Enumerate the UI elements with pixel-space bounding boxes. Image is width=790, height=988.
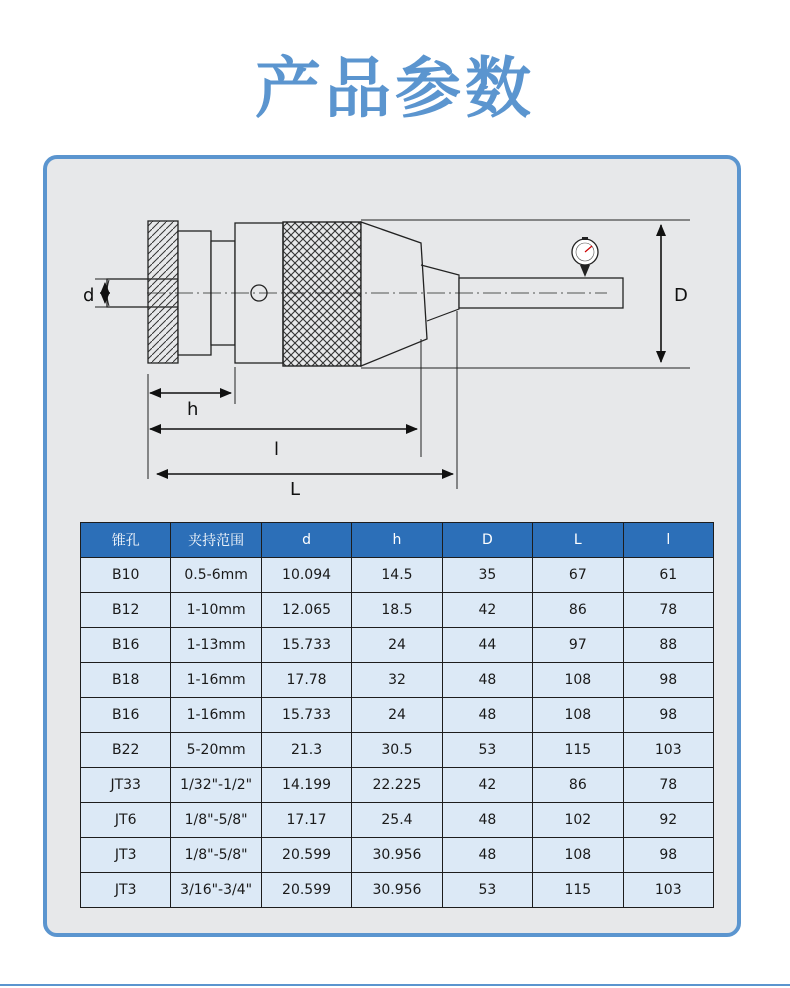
table-cell: JT33 bbox=[81, 768, 171, 803]
bottom-divider bbox=[0, 984, 790, 986]
table-cell: 21.3 bbox=[261, 733, 351, 768]
table-cell: 102 bbox=[533, 803, 623, 838]
table-header: d bbox=[261, 523, 351, 558]
table-cell: 48 bbox=[442, 838, 532, 873]
dim-label-D: D bbox=[674, 285, 688, 306]
dim-label-h: h bbox=[187, 399, 199, 420]
back-flange bbox=[148, 221, 178, 363]
table-header: l bbox=[623, 523, 713, 558]
table-cell: 115 bbox=[533, 873, 623, 908]
table-row bbox=[81, 768, 714, 803]
table-row bbox=[81, 663, 714, 698]
table-cell: 22.225 bbox=[352, 768, 442, 803]
table-cell: 3/16"-3/4" bbox=[171, 873, 261, 908]
spec-panel bbox=[43, 155, 741, 937]
table-cell: B16 bbox=[81, 698, 171, 733]
table-row bbox=[81, 803, 714, 838]
table-row bbox=[81, 873, 714, 908]
table-cell: 10.094 bbox=[261, 558, 351, 593]
table-cell: 108 bbox=[533, 663, 623, 698]
table-cell: 108 bbox=[533, 698, 623, 733]
table-cell: 25.4 bbox=[352, 803, 442, 838]
drill-chuck-diagram bbox=[47, 159, 737, 519]
table-cell: 44 bbox=[442, 628, 532, 663]
table-cell: 53 bbox=[442, 733, 532, 768]
table-header: h bbox=[352, 523, 442, 558]
table-header: L bbox=[533, 523, 623, 558]
table-cell: 32 bbox=[352, 663, 442, 698]
table-cell: B16 bbox=[81, 628, 171, 663]
table-cell: B22 bbox=[81, 733, 171, 768]
table-cell: 30.956 bbox=[352, 873, 442, 908]
table-cell: 14.199 bbox=[261, 768, 351, 803]
table-cell: 48 bbox=[442, 803, 532, 838]
table-cell: B12 bbox=[81, 593, 171, 628]
table-cell: 103 bbox=[623, 733, 713, 768]
table-cell: 61 bbox=[623, 558, 713, 593]
table-header-row bbox=[81, 523, 714, 558]
table-cell: 1-16mm bbox=[171, 698, 261, 733]
table-cell: JT6 bbox=[81, 803, 171, 838]
chuck-nose bbox=[361, 222, 427, 366]
table-cell: 17.78 bbox=[261, 663, 351, 698]
table-cell: 103 bbox=[623, 873, 713, 908]
page-title: 产品参数 bbox=[255, 50, 535, 127]
table-cell: 24 bbox=[352, 628, 442, 663]
table-row bbox=[81, 628, 714, 663]
table-cell: 20.599 bbox=[261, 838, 351, 873]
table-row bbox=[81, 698, 714, 733]
table-cell: 98 bbox=[623, 663, 713, 698]
dim-label-L: L bbox=[290, 479, 301, 500]
table-row bbox=[81, 593, 714, 628]
table-cell: 24 bbox=[352, 698, 442, 733]
table-cell: 78 bbox=[623, 768, 713, 803]
table-cell: 86 bbox=[533, 593, 623, 628]
table-cell: 48 bbox=[442, 663, 532, 698]
table-cell: 98 bbox=[623, 838, 713, 873]
dial-gauge-icon bbox=[572, 237, 598, 277]
table-cell: 98 bbox=[623, 698, 713, 733]
table-header: D bbox=[442, 523, 532, 558]
table-cell: 14.5 bbox=[352, 558, 442, 593]
table-cell: 20.599 bbox=[261, 873, 351, 908]
table-row bbox=[81, 558, 714, 593]
table-cell: 15.733 bbox=[261, 628, 351, 663]
dim-label-l: l bbox=[274, 439, 280, 460]
table-cell: 108 bbox=[533, 838, 623, 873]
table-cell: 1-10mm bbox=[171, 593, 261, 628]
knurled-sleeve bbox=[283, 222, 361, 366]
table-cell: 86 bbox=[533, 768, 623, 803]
table-cell: B10 bbox=[81, 558, 171, 593]
table-cell: 17.17 bbox=[261, 803, 351, 838]
table-cell: 35 bbox=[442, 558, 532, 593]
table-cell: 15.733 bbox=[261, 698, 351, 733]
table-header: 夹持范围 bbox=[171, 523, 261, 558]
table-cell: 1/8"-5/8" bbox=[171, 803, 261, 838]
table-cell: B18 bbox=[81, 663, 171, 698]
table-cell: 30.5 bbox=[352, 733, 442, 768]
table-row bbox=[81, 838, 714, 873]
table-cell: 53 bbox=[442, 873, 532, 908]
table-cell: 1-16mm bbox=[171, 663, 261, 698]
table-cell: 30.956 bbox=[352, 838, 442, 873]
spec-table bbox=[80, 522, 714, 908]
table-header: 锥孔 bbox=[81, 523, 171, 558]
table-cell: JT3 bbox=[81, 838, 171, 873]
table-cell: 48 bbox=[442, 698, 532, 733]
table-cell: 88 bbox=[623, 628, 713, 663]
table-cell: 1/32"-1/2" bbox=[171, 768, 261, 803]
table-cell: 92 bbox=[623, 803, 713, 838]
table-cell: 42 bbox=[442, 593, 532, 628]
table-cell: 42 bbox=[442, 768, 532, 803]
table-cell: 78 bbox=[623, 593, 713, 628]
table-cell: 1-13mm bbox=[171, 628, 261, 663]
table-row bbox=[81, 733, 714, 768]
table-cell: 12.065 bbox=[261, 593, 351, 628]
table-cell: 5-20mm bbox=[171, 733, 261, 768]
table-cell: 67 bbox=[533, 558, 623, 593]
table-cell: 1/8"-5/8" bbox=[171, 838, 261, 873]
table-cell: 0.5-6mm bbox=[171, 558, 261, 593]
table-cell: 18.5 bbox=[352, 593, 442, 628]
table-cell: 115 bbox=[533, 733, 623, 768]
dim-label-d: d bbox=[83, 285, 95, 306]
table-cell: 97 bbox=[533, 628, 623, 663]
table-cell: JT3 bbox=[81, 873, 171, 908]
